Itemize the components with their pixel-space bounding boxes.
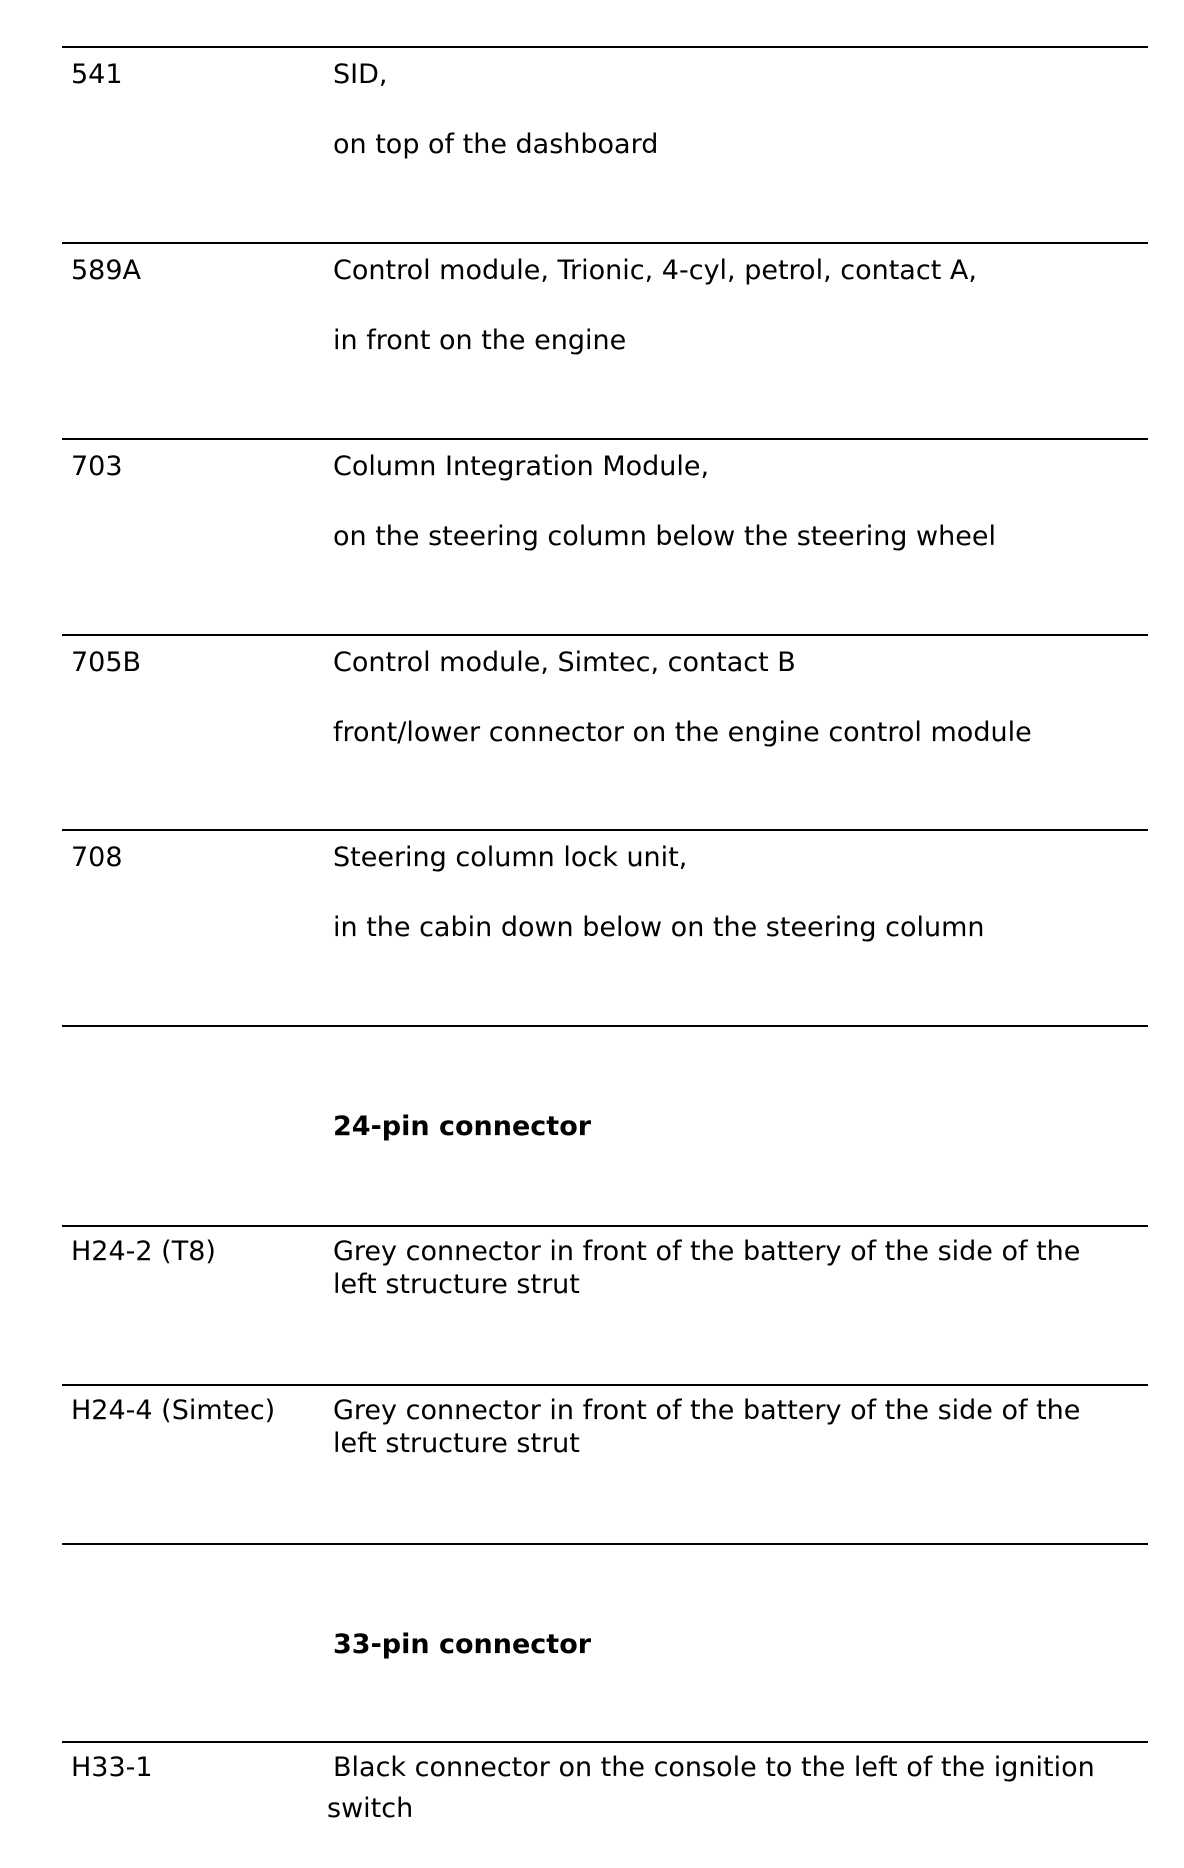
connector-location-cont: left structure strut bbox=[333, 1269, 580, 1300]
component-code: 703 bbox=[71, 451, 123, 482]
table-rule bbox=[62, 438, 1148, 440]
component-code: 708 bbox=[71, 842, 123, 873]
table-rule bbox=[62, 1025, 1148, 1027]
table-rule bbox=[62, 242, 1148, 244]
connector-location-cont: switch bbox=[327, 1793, 414, 1824]
component-name: SID, bbox=[333, 59, 388, 90]
table-rule bbox=[62, 1384, 1148, 1386]
connector-location: Grey connector in front of the battery of the side of the bbox=[333, 1395, 1081, 1426]
component-location: in the cabin down below on the steering column bbox=[333, 912, 985, 943]
component-location: front/lower connector on the engine control module bbox=[333, 717, 1032, 748]
connector-location-cont: left structure strut bbox=[333, 1428, 580, 1459]
connector-code: H24-2 (T8) bbox=[71, 1236, 216, 1267]
component-name: Steering column lock unit, bbox=[333, 842, 688, 873]
connector-location: Black connector on the console to the left of the ignition bbox=[333, 1752, 1095, 1783]
component-name: Control module, Simtec, contact B bbox=[333, 647, 796, 678]
section-heading-24-pin: 24-pin connector bbox=[333, 1111, 592, 1142]
table-rule bbox=[62, 1225, 1148, 1227]
table-rule bbox=[62, 46, 1148, 48]
table-rule bbox=[62, 829, 1148, 831]
component-name: Control module, Trionic, 4-cyl, petrol, contact A, bbox=[333, 255, 977, 286]
section-heading-33-pin: 33-pin connector bbox=[333, 1629, 592, 1660]
component-code: 541 bbox=[71, 59, 123, 90]
connector-location: Grey connector in front of the battery of the side of the bbox=[333, 1236, 1081, 1267]
component-location: in front on the engine bbox=[333, 325, 627, 356]
component-code: 589A bbox=[71, 255, 142, 286]
component-location: on top of the dashboard bbox=[333, 129, 659, 160]
table-rule bbox=[62, 1741, 1148, 1743]
table-rule bbox=[62, 1543, 1148, 1545]
connector-code: H33-1 bbox=[71, 1752, 153, 1783]
table-rule bbox=[62, 634, 1148, 636]
component-name: Column Integration Module, bbox=[333, 451, 710, 482]
component-code: 705B bbox=[71, 647, 142, 678]
connector-code: H24-4 (Simtec) bbox=[71, 1395, 276, 1426]
component-location: on the steering column below the steering wheel bbox=[333, 521, 996, 552]
